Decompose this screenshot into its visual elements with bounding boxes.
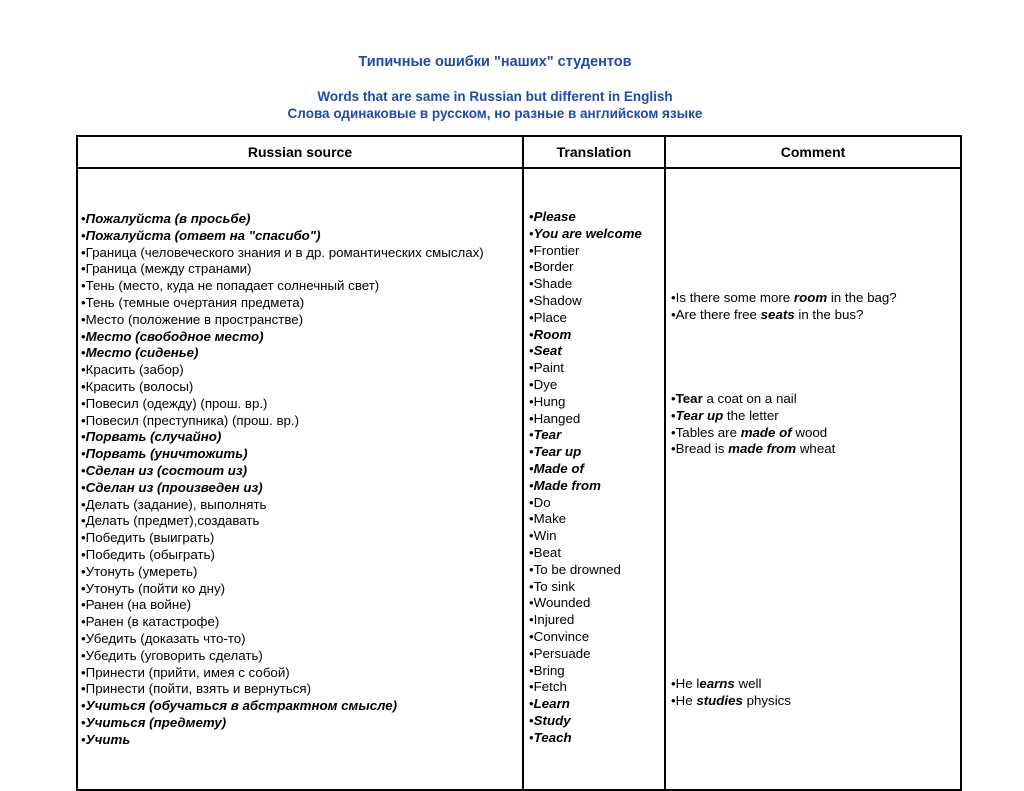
russian-source-item <box>81 631 484 648</box>
bullet: • <box>81 614 86 630</box>
bullet: • <box>81 294 86 310</box>
russian-source-item <box>81 278 484 295</box>
russian-source-item-text: Пожалуйста (в просьбе) <box>85 211 251 226</box>
bullet: • <box>671 391 676 406</box>
page-title: Типичные ошибки "наших" студентов <box>358 54 632 70</box>
translation-list <box>529 209 642 747</box>
translation-item <box>529 226 642 243</box>
translation-item-text: Make <box>533 511 567 527</box>
comment-text-segment: in the bag? <box>827 290 897 305</box>
bullet: • <box>529 410 534 426</box>
translation-item <box>529 209 642 226</box>
bullet: • <box>529 360 534 376</box>
comment-item <box>671 693 791 710</box>
bullet: • <box>671 407 676 423</box>
russian-source-item-text: Место (сиденье) <box>85 345 199 361</box>
russian-source-item-text: Тень (темные очертания предмета) <box>85 294 305 310</box>
russian-source-item <box>81 547 484 564</box>
russian-source-item <box>81 698 484 715</box>
translation-item-text: Frontier <box>533 242 580 258</box>
comment-text-segment: Tables are <box>675 424 741 440</box>
translation-item <box>529 243 642 260</box>
bullet: • <box>81 664 86 680</box>
russian-source-item <box>81 211 484 228</box>
bullet: • <box>81 563 86 579</box>
bullet: • <box>671 290 676 305</box>
bullet: • <box>529 209 534 224</box>
translation-item-text: Wounded <box>533 595 591 611</box>
translation-item-text: Made of <box>533 460 584 476</box>
bullet: • <box>529 561 534 577</box>
translation-item-text: Hanged <box>533 410 581 426</box>
comment-text-segment: Bread is <box>675 441 729 457</box>
russian-source-item-text: Учиться (предмету) <box>85 714 227 730</box>
bullet: • <box>81 412 86 428</box>
translation-item-text: Study <box>533 712 571 728</box>
russian-source-item <box>81 597 484 614</box>
russian-source-item-text: Принести (пойти, взять и вернуться) <box>85 681 312 697</box>
translation-item-text: Tear up <box>533 444 582 460</box>
translation-item <box>529 394 642 411</box>
translation-item <box>529 696 642 713</box>
comment-item <box>671 290 897 307</box>
bullet: • <box>81 462 86 478</box>
vocabulary-table <box>76 135 962 791</box>
comment-text-segment: Are there free <box>675 306 761 322</box>
translation-item <box>529 612 642 629</box>
translation-item-text: Tear <box>533 427 562 443</box>
comment-item <box>671 441 835 458</box>
russian-source-item-text: Делать (задание), выполнять <box>85 496 267 512</box>
russian-source-item-text: Убедить (доказать что-то) <box>85 630 246 646</box>
bullet: • <box>81 227 86 243</box>
translation-item-text: Do <box>533 494 551 510</box>
russian-source-item <box>81 480 484 497</box>
bullet: • <box>529 612 534 628</box>
bullet: • <box>81 362 86 378</box>
subtitle-english: Words that are same in Russian but different in English <box>317 89 673 104</box>
bullet: • <box>81 311 86 327</box>
bullet: • <box>81 496 86 512</box>
russian-source-item <box>81 413 484 430</box>
translation-item <box>529 293 642 310</box>
bullet: • <box>81 546 86 562</box>
comment-text-segment: physics <box>742 692 791 708</box>
russian-source-item <box>81 228 484 245</box>
russian-source-item-text: Ранен (в катастрофе) <box>85 614 220 630</box>
comment-text-segment: made of <box>740 424 792 440</box>
russian-source-item <box>81 681 484 698</box>
bullet: • <box>81 278 86 294</box>
bullet: • <box>529 477 534 493</box>
russian-source-item-text: Повесил (одежду) (прош. вр.) <box>85 395 268 411</box>
translation-item-text: Made from <box>533 477 601 493</box>
translation-item-text: Shade <box>533 276 573 292</box>
comment-text-segment: Tear up <box>675 407 724 423</box>
comment-text-segment: the letter <box>723 407 779 423</box>
bullet: • <box>81 530 86 546</box>
russian-source-item-text: Граница (между странами) <box>85 261 252 277</box>
comment-text-segment: room <box>793 290 828 305</box>
russian-source-item-text: Убедить (уговорить сделать) <box>85 647 263 663</box>
translation-item <box>529 629 642 646</box>
comment-text-segment: in the bus? <box>794 306 864 322</box>
russian-source-item-text: Порвать (случайно) <box>85 429 222 445</box>
translation-item-text: Paint <box>533 360 564 376</box>
russian-source-item-text: Сделан из (состоит из) <box>85 462 248 478</box>
translation-item <box>529 478 642 495</box>
russian-source-item-text: Порвать (уничтожить) <box>85 446 248 462</box>
translation-item <box>529 411 642 428</box>
russian-source-item-text: Победить (выиграть) <box>85 530 215 546</box>
comment-text-segment: well <box>734 676 762 691</box>
bullet: • <box>671 306 676 322</box>
russian-source-item <box>81 396 484 413</box>
bullet: • <box>81 681 86 697</box>
translation-item <box>529 663 642 680</box>
translation-item <box>529 276 642 293</box>
table-header-row <box>77 136 961 168</box>
translation-item <box>529 511 642 528</box>
bullet: • <box>529 225 534 241</box>
bullet: • <box>529 729 534 745</box>
comment-text-segment: a coat on a nail <box>702 391 797 406</box>
bullet: • <box>529 595 534 611</box>
comment-text-segment: wheat <box>796 441 836 457</box>
russian-source-item-text: Красить (волосы) <box>85 378 194 394</box>
translation-item-text: To sink <box>533 578 576 594</box>
comment-text-segment: made from <box>728 441 797 457</box>
translation-item <box>529 579 642 596</box>
comment-text-segment: wood <box>791 424 828 440</box>
bullet: • <box>81 647 86 663</box>
russian-source-item <box>81 732 484 749</box>
bullet: • <box>81 513 86 529</box>
russian-source-item-text: Красить (забор) <box>85 362 184 378</box>
translation-item-text: Teach <box>533 729 572 745</box>
translation-item-text: Border <box>533 259 574 275</box>
russian-source-item-text: Пожалуйста (ответ на "спасибо") <box>85 227 321 243</box>
russian-source-item <box>81 715 484 732</box>
translation-item-text: Room <box>533 326 572 342</box>
translation-item <box>529 495 642 512</box>
bullet: • <box>671 692 676 708</box>
russian-source-item <box>81 329 484 346</box>
translation-item <box>529 360 642 377</box>
translation-item <box>529 444 642 461</box>
translation-item <box>529 679 642 696</box>
russian-source-item <box>81 446 484 463</box>
comment-text-segment: studies <box>696 692 743 708</box>
russian-source-item-text: Делать (предмет),создавать <box>85 513 260 529</box>
translation-item-text: Win <box>533 528 557 544</box>
translation-item <box>529 327 642 344</box>
bullet: • <box>529 662 534 678</box>
subtitle-russian: Слова одинаковые в русском, но разные в английском языке <box>287 106 703 121</box>
table-body-row <box>77 168 961 790</box>
translation-cell <box>523 168 665 790</box>
translation-item-text: Dye <box>533 376 558 392</box>
translation-item-text: Convince <box>533 628 590 644</box>
russian-source-item <box>81 295 484 312</box>
russian-source-item <box>81 245 484 262</box>
translation-item-text: Beat <box>533 544 562 560</box>
russian-source-cell <box>77 168 523 790</box>
bullet: • <box>671 441 676 457</box>
russian-source-item-text: Сделан из (произведен из) <box>85 479 263 495</box>
bullet: • <box>81 244 86 260</box>
bullet: • <box>529 444 534 460</box>
russian-source-item <box>81 497 484 514</box>
translation-item-text: Learn <box>533 696 570 712</box>
translation-item <box>529 730 642 747</box>
bullet: • <box>529 578 534 594</box>
comment-item <box>671 408 835 425</box>
translation-item-text: Please <box>533 209 576 224</box>
bullet: • <box>671 676 676 691</box>
russian-source-item-text: Место (положение в пространстве) <box>85 311 304 327</box>
comment-text-segment: earns <box>699 676 735 691</box>
header-translation: Translation <box>523 136 665 168</box>
russian-source-item-text: Тень (место, куда не попадает солнечный свет) <box>85 278 380 294</box>
translation-item <box>529 562 642 579</box>
bullet: • <box>529 276 534 292</box>
russian-source-item <box>81 513 484 530</box>
translation-item <box>529 310 642 327</box>
bullet: • <box>529 326 534 342</box>
translation-item <box>529 646 642 663</box>
comment-item <box>671 391 835 408</box>
russian-source-item-text: Ранен (на войне) <box>85 597 192 613</box>
russian-source-item <box>81 530 484 547</box>
bullet: • <box>529 393 534 409</box>
translation-item <box>529 461 642 478</box>
russian-source-item-text: Место (свободное место) <box>85 328 264 344</box>
russian-source-item-text: Учить <box>85 731 131 747</box>
comment-item <box>671 307 897 324</box>
russian-source-item <box>81 429 484 446</box>
bullet: • <box>529 712 534 728</box>
bullet: • <box>81 211 86 226</box>
bullet: • <box>529 645 534 661</box>
bullet: • <box>529 494 534 510</box>
bullet: • <box>81 714 86 730</box>
translation-item-text: Bring <box>533 662 565 678</box>
comment-text-segment: Tear <box>675 391 703 406</box>
translation-item <box>529 595 642 612</box>
russian-source-item-text: Победить (обыграть) <box>85 546 215 562</box>
bullet: • <box>529 696 534 712</box>
russian-source-item <box>81 379 484 396</box>
header-russian-source: Russian source <box>77 136 523 168</box>
comment-text-segment: He l <box>675 676 700 691</box>
comment-text-segment: He <box>675 692 697 708</box>
comment-group-learn-study <box>671 676 791 710</box>
bullet: • <box>81 429 86 445</box>
russian-source-item <box>81 463 484 480</box>
translation-item <box>529 545 642 562</box>
bullet: • <box>529 528 534 544</box>
bullet: • <box>81 597 86 613</box>
bullet: • <box>529 242 534 258</box>
bullet: • <box>81 446 86 462</box>
bullet: • <box>529 544 534 560</box>
bullet: • <box>529 679 534 695</box>
russian-source-item-text: Утонуть (умереть) <box>85 563 198 579</box>
russian-source-item-text: Утонуть (пойти ко дну) <box>85 580 226 596</box>
header-comment: Comment <box>665 136 961 168</box>
translation-item <box>529 528 642 545</box>
bullet: • <box>81 395 86 411</box>
russian-source-item <box>81 564 484 581</box>
bullet: • <box>81 580 86 596</box>
translation-item-text: Hung <box>533 393 566 409</box>
bullet: • <box>529 292 534 308</box>
bullet: • <box>671 424 676 440</box>
translation-item <box>529 427 642 444</box>
comment-group-room-seat <box>671 290 897 324</box>
russian-source-item-text: Учиться (обучаться в абстрактном смысле) <box>85 698 398 714</box>
translation-item <box>529 713 642 730</box>
bullet: • <box>529 460 534 476</box>
bullet: • <box>81 261 86 277</box>
bullet: • <box>529 343 534 359</box>
comment-item <box>671 676 791 693</box>
bullet: • <box>81 345 86 361</box>
bullet: • <box>81 731 86 747</box>
russian-source-item-text: Граница (человеческого знания и в др. романтических смыслах) <box>85 244 484 260</box>
comment-cell <box>665 168 961 790</box>
translation-item-text: Fetch <box>533 679 567 695</box>
russian-source-item <box>81 581 484 598</box>
russian-source-item <box>81 614 484 631</box>
translation-item-text: You are welcome <box>533 225 642 241</box>
russian-source-item <box>81 312 484 329</box>
russian-source-item-text: Повесил (преступника) (прош. вр.) <box>85 412 300 428</box>
russian-source-item-text: Принести (прийти, имея с собой) <box>85 664 290 680</box>
translation-item-text: Place <box>533 309 567 325</box>
translation-item-text: Persuade <box>533 645 591 661</box>
bullet: • <box>81 328 86 344</box>
bullet: • <box>81 378 86 394</box>
comment-item <box>671 425 835 442</box>
russian-source-item <box>81 261 484 278</box>
bullet: • <box>81 698 86 714</box>
translation-item <box>529 259 642 276</box>
translation-item-text: Shadow <box>533 292 582 308</box>
translation-item-text: To be drowned <box>533 561 621 577</box>
translation-item-text: Injured <box>533 612 575 628</box>
bullet: • <box>529 259 534 275</box>
bullet: • <box>529 309 534 325</box>
bullet: • <box>529 628 534 644</box>
comment-text-segment: seats <box>760 306 795 322</box>
russian-source-item <box>81 345 484 362</box>
russian-source-item <box>81 648 484 665</box>
bullet: • <box>81 630 86 646</box>
comment-text-segment: Is there some more <box>675 290 794 305</box>
bullet: • <box>529 376 534 392</box>
bullet: • <box>529 511 534 527</box>
russian-source-item <box>81 362 484 379</box>
translation-item <box>529 343 642 360</box>
translation-item-text: Seat <box>533 343 562 359</box>
russian-source-item <box>81 665 484 682</box>
bullet: • <box>81 479 86 495</box>
bullet: • <box>529 427 534 443</box>
comment-group-tear-made <box>671 391 835 458</box>
russian-source-list <box>81 211 484 749</box>
translation-item <box>529 377 642 394</box>
